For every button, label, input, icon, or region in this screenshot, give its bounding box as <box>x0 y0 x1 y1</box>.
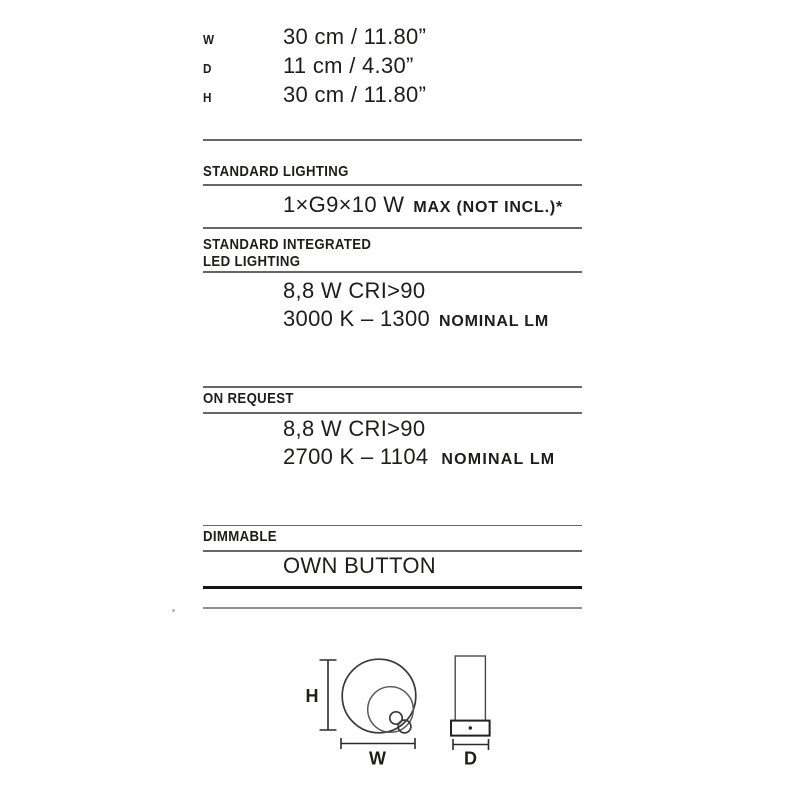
on-request-power-row <box>283 418 425 440</box>
height-dimension-lines <box>320 660 337 730</box>
dimension-value-h: 30 cm / 11.80” <box>283 82 427 107</box>
heading-underline <box>203 550 582 552</box>
standard-lighting-heading: STANDARD LIGHTING <box>203 163 349 180</box>
dimension-row-height <box>203 84 582 109</box>
separator-rule <box>203 386 582 388</box>
dimension-label-h: H <box>203 90 212 105</box>
dimension-label-d: D <box>203 61 212 76</box>
on-request-lumen-unit: NOMINAL LM <box>441 451 556 468</box>
on-request-temp-row <box>283 446 555 471</box>
dimension-row-width <box>203 26 582 51</box>
front-view-outer-circle <box>342 659 416 733</box>
dimension-value-d: 11 cm / 4.30” <box>283 53 414 78</box>
side-view-base-dot <box>469 726 472 729</box>
height-dimension-label: H <box>305 686 319 706</box>
separator-rule <box>203 525 582 527</box>
heading-underline <box>203 412 582 414</box>
led-color-temp-value: 3000 K – 1300 <box>283 306 431 331</box>
side-view-body <box>455 656 485 721</box>
on-request-color-temp-value: 2700 K – 1104 <box>283 444 429 469</box>
dimmable-value: OWN BUTTON <box>283 553 436 578</box>
width-dimension-label: W <box>369 748 386 769</box>
dimension-label-w: W <box>203 32 215 47</box>
heading-underline <box>203 184 582 186</box>
lamp-front-view <box>342 659 416 733</box>
standard-lighting-value-row <box>283 194 563 219</box>
dimmable-value-row <box>283 555 436 577</box>
front-view-inner-circle <box>368 687 414 733</box>
integrated-led-power-row <box>283 280 425 302</box>
lamp-side-view <box>451 656 490 736</box>
integrated-led-heading-line1: STANDARD INTEGRATED <box>203 236 372 253</box>
separator-rule <box>203 139 582 141</box>
width-dimension-lines <box>341 738 415 749</box>
led-power-value: 8,8 W CRI>90 <box>283 278 426 303</box>
bottom-light-rule <box>203 607 582 609</box>
integrated-led-heading <box>203 237 537 270</box>
bottom-thick-rule <box>203 586 582 589</box>
bulb-spec-value: 1×G9×10 W <box>283 192 405 217</box>
stray-dot <box>172 609 175 612</box>
on-request-heading: ON REQUEST <box>203 390 294 407</box>
integrated-led-temp-row <box>283 308 549 333</box>
led-lumen-unit: NOMINAL LM <box>439 313 549 330</box>
dimension-value-w: 30 cm / 11.80” <box>283 24 427 49</box>
dimension-row-depth <box>203 55 582 80</box>
on-request-power-value: 8,8 W CRI>90 <box>283 416 426 441</box>
bulb-spec-note: MAX (NOT INCL.)* <box>413 199 564 216</box>
dimmable-heading: DIMMABLE <box>203 528 277 545</box>
technical-drawing <box>290 645 510 780</box>
separator-rule <box>203 227 582 229</box>
integrated-led-heading-line2: LED LIGHTING <box>203 252 301 270</box>
heading-underline <box>203 271 582 273</box>
depth-dimension-label: D <box>464 748 477 769</box>
